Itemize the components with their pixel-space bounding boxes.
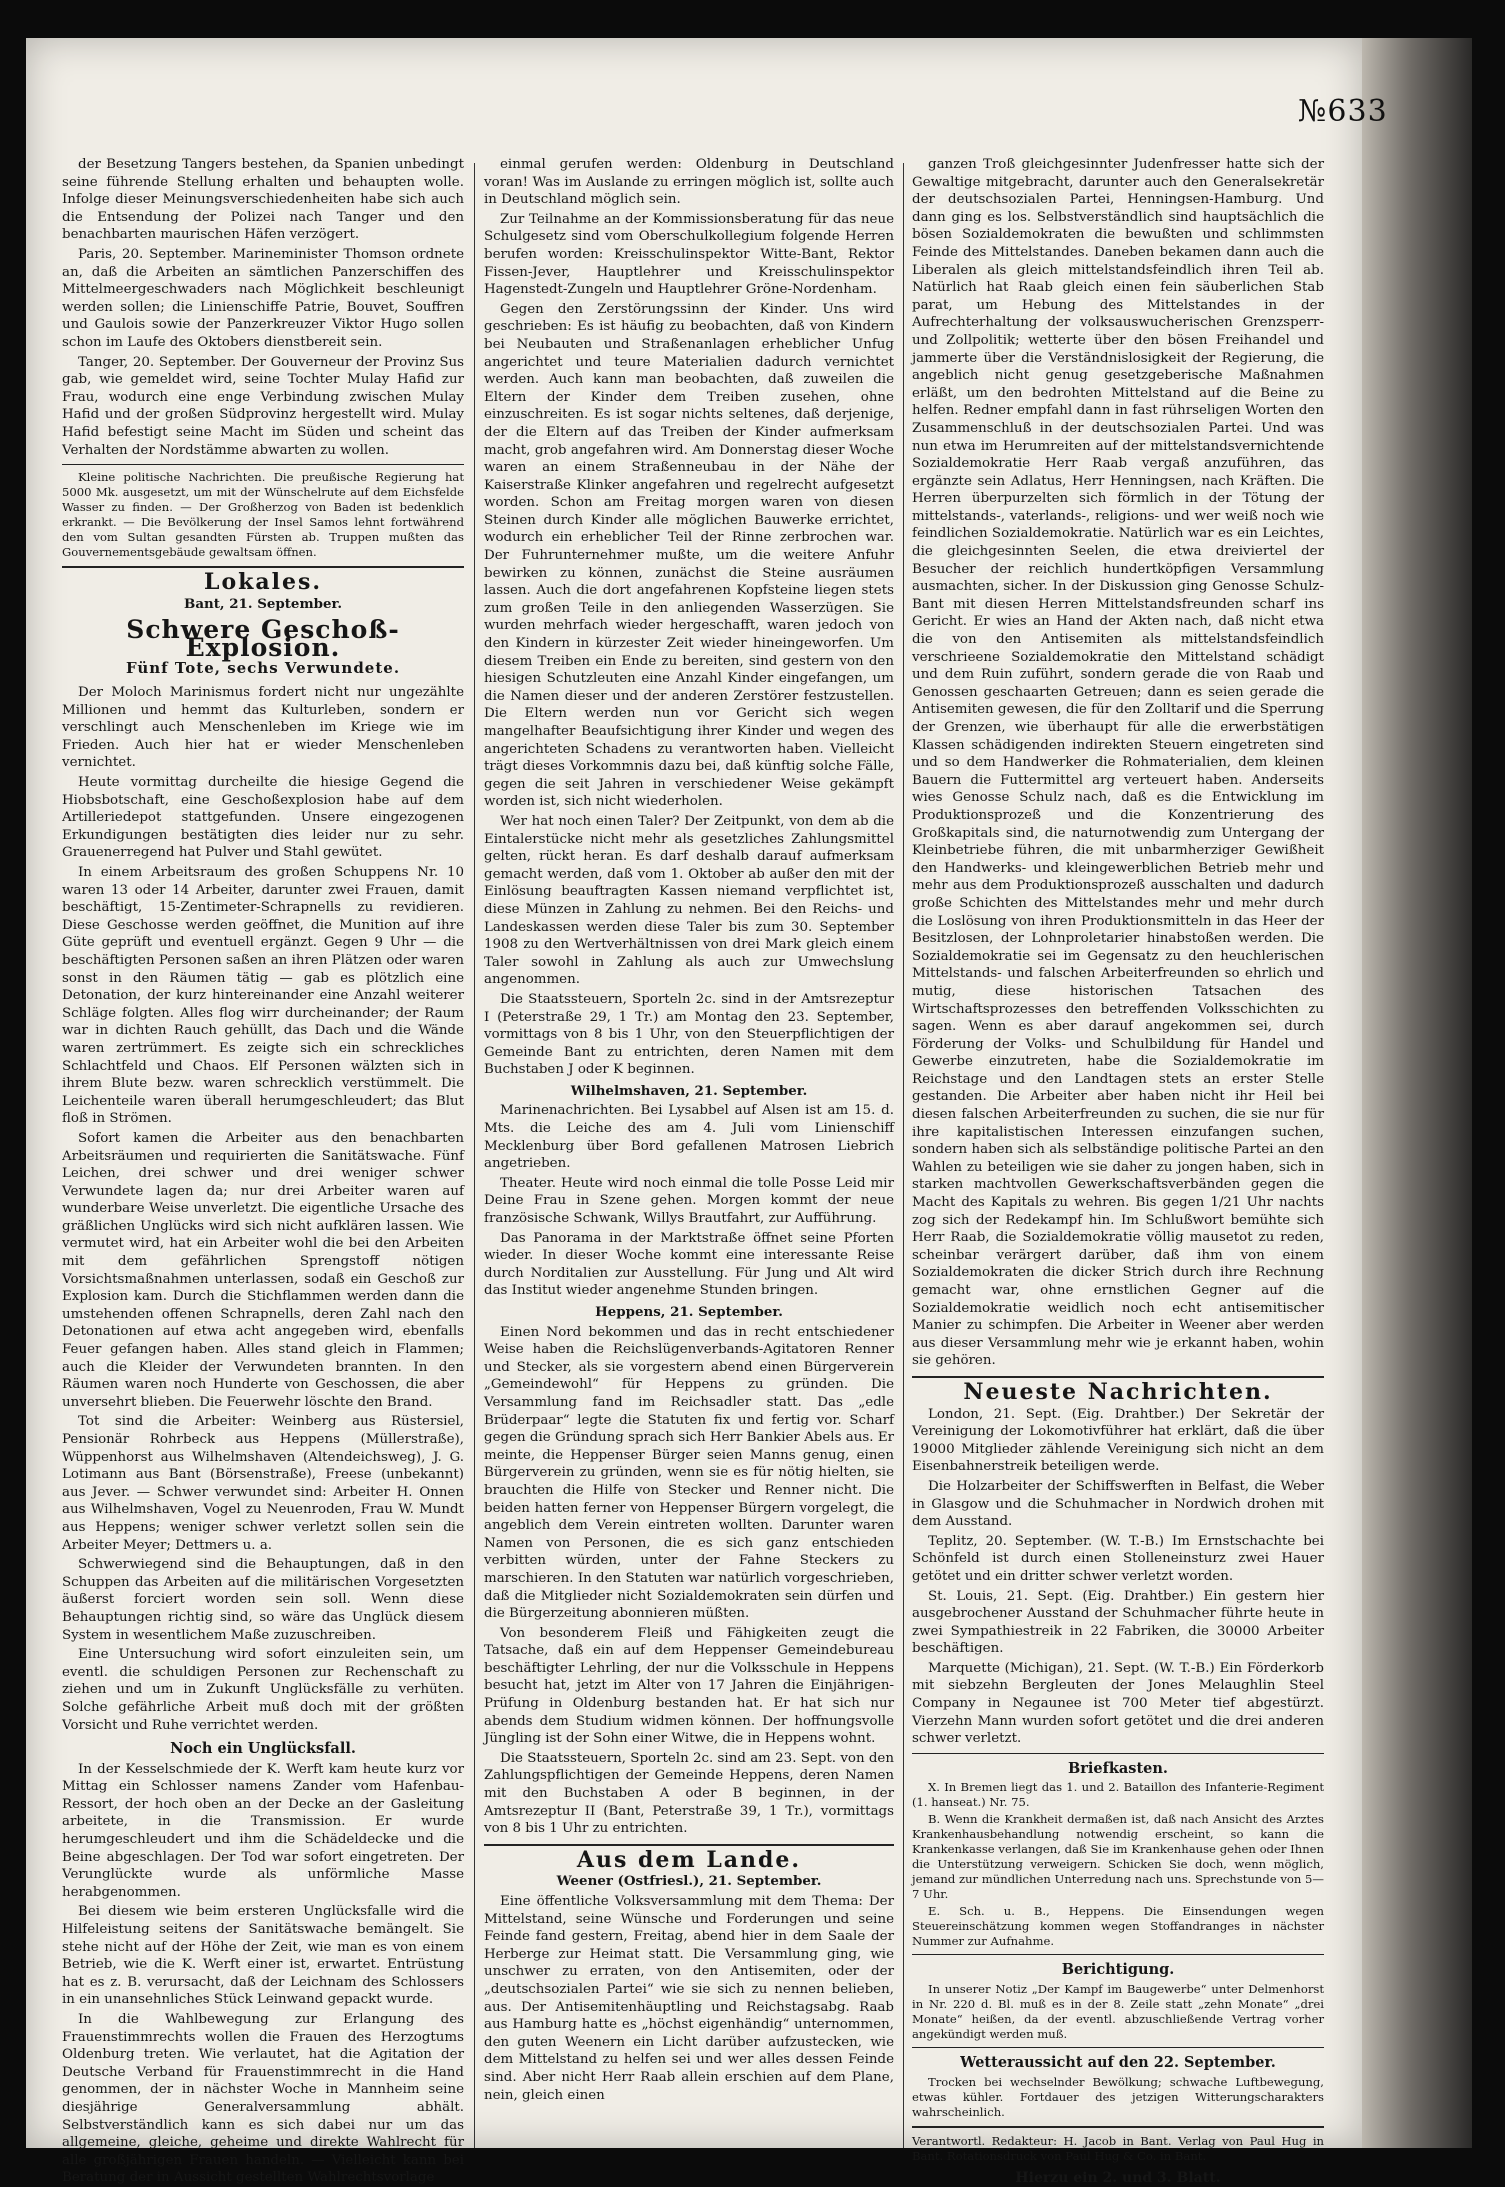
paragraph: Tot sind die Arbeiter: Weinberg aus Rüstersiel, Pensionär Rohrbeck aus Heppens (Müllerstraße), Wüppenhorst aus Wilhelmshaven (Altendeichsweg), J. G. Lotimann aus Bant (Börsenstraße), Freese (unbekannt) aus Jever. — Schwer verwundet sind: Arbeiter H. Onnen aus Wilhelmshaven, Vogel zu Neuenroden, Frau W. Mundt aus Heppens; weniger schwer verletzt sollen sein die Arbeiter Meyer; Dettmers u. a.	[62, 1414, 464, 1553]
section-heading-lokales: Lokales.	[203, 569, 323, 596]
divider	[912, 1376, 1324, 1378]
book-binding-edge	[1362, 38, 1472, 2148]
paragraph: Gegen den Zerstörungssinn der Kinder. Uns wird geschrieben: Es ist häufig zu beobachten, daß von Kindern bei Neubauten und Straßenanlagen erheblicher Unfug angerichtet und teure Materialien dadurch vernichtet werden. Auch kann man beobachten, daß zuweilen die Eltern der Kinder dem Treiben zusehen, ohne einzuschreiten. Es ist sogar nichts seltenes, daß derjenige, der die Eltern auf das Treiben der Kinder aufmerksam macht, grob angefahren wird. Am Donnerstag dieser Woche waren an einem Straßenneubau in der Nähe der Kaiserstraße Klinker angefahren und regelrecht aufgesetzt worden. Schon am Freitag morgen waren von diesen Steinen durch Kinder alle möglichen Bauwerke errichtet, wodurch ein erheblicher Teil der Rinne zerbrochen war. Der Fuhrunternehmer mußte, um die weitere Anfuhr bewirken zu können, zunächst die Steine ausräumen lassen. Auch die dort angefahrenen Kopfsteine liegen stets zum großen Teile in den anliegenden Wasserzügen. Sie wurden mehrfach wieder hergeschafft, waren jedoch von den Kindern in kürzester Zeit wieder hineingeworfen. Um diesem Treiben ein Ende zu bereiten, sind gestern von den hiesigen Schutzleuten eine Anzahl Kinder eingefangen, um die Namen dieser und der anderen Zerstörer festzustellen. Die Eltern werden nun vor Gericht sich wegen mangelhafter Beaufsichtigung ihrer Kinder und wegen des angerichteten Schadens zu verantworten haben. Vielleicht trägt dieses Vorkommnis dazu bei, daß künftig solche Fälle, gegen die seit Jahren in verschiedener Weise gekämpft worden ist, sich nicht wiederholen.	[484, 301, 894, 810]
divider	[912, 2126, 1324, 2128]
paragraph: Eine Untersuchung wird sofort einzuleiten sein, um eventl. die schuldigen Personen zur Rechenschaft zu ziehen und um in Zukunft Unglücksfälle zu verhüten. Solche gefährliche Arbeit muß doch mit der größten Vorsicht und Ruhe verrichtet werden.	[62, 1647, 464, 1733]
column-middle	[484, 156, 894, 2151]
section-heading-neueste-nachrichten: Neueste Nachrichten.	[963, 1378, 1273, 1405]
paragraph: Eine öffentliche Volksversammlung mit dem Thema: Der Mittelstand, seine Wünsche und Forderungen und seine Feinde fand gestern, Freitag, abend hier in dem Saale der Herberge zur Heimat statt. Die Versammlung ging, wie unschwer zu erraten, von den Antisemiten, oder der „deutschsozialen Partei“ wie sie sich zu nennen belieben, aus. Der Antisemitenhäuptling und Reichstagsabg. Raab aus Hamburg hatte es „höchst eigenhändig“ unternommen, den guten Weenern ein Licht darüber aufzustecken, wie dem Mittelstand zu helfen sei und wer alles dessen Feinde sind. Aber nicht Herr Raab allein erschien auf dem Plane, nein, gleich einen	[484, 1894, 894, 2103]
news-item: London, 21. Sept. (Eig. Drahtber.) Der Sekretär der Vereinigung der Lokomotivführer hat erklärt, daß die über 19000 Mitglieder zählende Vereinigung sich nicht an dem Eisenbahnerstreik beteiligen werde.	[912, 1406, 1324, 1475]
briefkasten-heading: Briefkasten.	[1068, 1759, 1168, 1777]
paragraph: Der Moloch Marinismus fordert nicht nur ungezählte Millionen und hemmt das Kulturleben, sondern er verschlingt auch Menschenleben im Kriege wie im Frieden. Auch hier hat er wieder Menschenleben vernichtet.	[62, 685, 464, 771]
paragraph: Heute vormittag durcheilte die hiesige Gegend die Hiobsbotschaft, eine Geschoßexplosion habe auf dem Artilleriedepot stattgefunden. Unsere eingezogenen Erkundigungen bestätigten dies leider nur zu sehr. Grauenerregend hat Pulver und Stahl gewütet.	[62, 775, 464, 861]
letter-item: B. Wenn die Krankheit dermaßen ist, daß nach Ansicht des Arztes Krankenhausbehandlung notwendig erscheint, so kann die Krankenkasse verlangen, daß Sie im Krankenhause gehen oder Ihnen die Unterstützung verweigern. Schicken Sie doch, wenn möglich, jemand zur mündlichen Unterredung nach uns. Sprechstunde von 5—7 Uhr.	[912, 1812, 1324, 1902]
paragraph: ganzen Troß gleichgesinnter Judenfresser hatte sich der Gewaltige mitgebracht, darunter auch den Generalsekretär der deutschsozialen Partei, Henningsen-Hamburg. Und dann ging es los. Selbstverständlich sind hauptsächlich die bösen Sozialdemokraten die bewußten und schlimmsten Feinde des Mittelstandes. Daneben bekamen dann auch die Liberalen als gleich mittelstandsfeindlich ihren Teil ab. Natürlich hat Raab gleich einen fein säuberlichen Stab parat, um Hebung des Mittelstandes in der Aufrechterhaltung der volksauswucherischen Grenzsperr- und Zollpolitik; wetterte über den bösen Freihandel und jammerte über die Verständnislosigkeit der Regierung, die angeblich nicht genug gesetzgeberische Maßnahmen erläßt, um den bedrohten Mittelstand auf die Beine zu helfen. Redner empfahl dann in fast rührseligen Worten den Zusammenschluß in der deutschsozialen Partei. Und was nun etwa im Herumreiten auf der mittelstandsvernichtende Sozialdemokratie Herr Raab vergaß anzuführen, das ergänzte sein Adlatus, Herr Henningsen, nach Kräften. Die Herren überpurzelten sich förmlich in der Tötung der mittelstands-, vaterlands-, religions- und wer weiß noch wie feindlichen Sozialdemokratie. Natürlich war es ein Leichtes, die gleichgesinnten Seelen, die etwa dreiviertel der Besucher der reichlich hundertköpfigen Versammlung ausmachten, sicher. In der Diskussion ging Genosse Schulz-Bant mit diesen Herren Mittelstandsfreunden scharf ins Gericht. Er wies an Hand der Akten nach, daß nicht etwa die von den Antisemiten als mittelstandsfeindlich verschrieene Sozialdemokratie den Mittelstand schädigt und dem Ruin zuführt, sondern gerade die von Raab und Genossen geschaarten Getreuen; dann es seien gerade die Antisemiten gewesen, die für den Zolltarif und die Sperrung der Grenzen, wie überhaupt für alle die erwerbstätigen Klassen schädigenden indirekten Steuern eingetreten sind und so dem Handwerker die Rohmaterialien, dem kleinen Bauern die Futtermittel arg verteuert haben. Anderseits wies Genosse Schulz nach, daß es die Entwicklung im Produktionsprozeß und die Konzentrierung des Großkapitals sind, die naturnotwendig zum Untergang der Kleinbetriebe führen, die mit unbarmherziger Gewißheit den Handwerks- und kleingewerblichen Betrieb mehr und mehr aus dem Produktionsprozeß ausschalten und dadurch große Schichten des Mittelstandes mehr und mehr durch die Loslösung von ihren Produktionsmitteln in das Heer der Besitzlosen, der Lohnproletarier hinabstoßen werden. Die Sozialdemokratie sei im Gegensatz zu den heuchlerischen Mittelstands- und falschen Arbeiterfreunden so ehrlich und mutig, diese historischen Tatsachen des Wirtschaftsprozesses den betreffenden Volksschichten zu sagen. Wenn es aber darauf angekommen sei, durch Förderung der Volks- und Schulbildung für Handel und Gewerbe einzutreten, habe die Sozialdemokratie im Reichstage und den Landtagen stets an erster Stelle gestanden. Die Arbeiter aber haben nicht ihr Heil bei diesen falschen Arbeiterfreunden zu suchen, die sie nur für ihre kapitalistischen Interessen einzufangen suchen, sondern haben sich als selbständige politische Partei an den Wahlen zu beteiligen wie sie daher zu jongen haben, sich in starken machtvollen Gewerkschaftsverbänden gegen die Macht des Kapitals zu wehren. Bis gegen 1/21 Uhr nachts zog sich der Redekampf hin. Im Schlußwort bemühte sich Herr Raab, die Sozialdemokratie völlig mausetot zu reden, scheinbar verärgert darüber, daß ihm von einem Sozialdemokraten die dicker Strich durch ihre Rechnung gemacht war, ohne ernstlichen Gegner auf die Sozialdemokratie weidlich noch echt antisemitischer Manier zu schimpfen. Die Arbeiter in Weener aber werden aus dieser Versammlung mehr wie je erkannt haben, wohin sie gehören.	[912, 157, 1324, 1369]
paragraph: In der Kesselschmiede der K. Werft kam heute kurz vor Mittag ein Schlosser namens Zander vom Hafenbau-Ressort, der hoch oben an der Decke an der Gasleitung arbeitete, in die Transmission. Er wurde herumgeschleudert und ihm die Schädeldecke und die Beine abgeschlagen. Der Tod war sofort eingetreten. Der Verunglückte wurde als unförmliche Masse herabgenommen.	[62, 1761, 464, 1900]
paragraph: Theater. Heute wird noch einmal die tolle Posse Leid mir Deine Frau in Szene gehen. Morgen kommt der neue französische Schwank, Willys Brautfahrt, zur Aufführung.	[484, 1175, 894, 1227]
news-item: St. Louis, 21. Sept. (Eig. Drahtber.) Ein gestern hier ausgebrochener Ausstand der Schuhmacher führte heute in zwei Sympathiestreik in 22 Fabriken, die 30000 Arbeiter beschäftigen.	[912, 1588, 1324, 1657]
weather-heading: Wetteraussicht auf den 22. September.	[960, 2054, 1276, 2072]
page-number: №633	[1298, 94, 1388, 129]
article-subheadline: Fünf Tote, sechs Verwundete.	[125, 659, 401, 678]
news-item: Teplitz, 20. September. (W. T.-B.) Im Ernstschachte bei Schönfeld ist durch einen Stolleneinsturz zwei Hauer getötet und ein dritter schwer verletzt worden.	[912, 1533, 1324, 1584]
column-left	[62, 156, 464, 2186]
paragraph: Einen Nord bekommen und das in recht entschiedener Weise haben die Reichslügenverbands-Agitatoren Renner und Stecker, als sie vorgestern abend einen Bürgerverein „Gemeindewohl“ für Heppens zu gründen. Die Versammlung fand im Reichsadler statt. Das „edle Brüderpaar“ legte die Statuten fix und fertig vor. Scharf gegen die Gründung sprach sich Herr Bankier Abels aus. Er meinte, die Heppenser Bürger seien Manns genug, einen Bürgerverein zu gründen, wenn sie es für nötig hielten, sie brauchten die Hilfe von Stecker und Renner nicht. Die beiden hatten ferner von Heppenser Bürgern vorgelegt, die angeblich dem Verein eintreten wollten. Darunter waren Namen von Personen, die es sich ganz entschieden verbitten würden, unter der Fahne Steckers zu marschieren. In den Statuten war natürlich vorgeschrieben, daß die Mitglieder nicht Sozialdemokraten sein dürfen und die Bürgerzeitung abonnieren müßten.	[484, 1324, 894, 1622]
section-heading-aus-dem-lande: Aus dem Lande.	[576, 1846, 802, 1873]
letter-item: X. In Bremen liegt das 1. und 2. Bataillon des Infanterie-Regiment (1. hanseat.) Nr. 75.	[912, 1780, 1324, 1810]
paragraph: Die Staatssteuern, Sporteln 2c. sind in der Amtsrezeptur I (Peterstraße 29, 1 Tr.) am Montag den 23. September, vormittags von 8 bis 1 Uhr, von den Steuerpflichtigen der Gemeinde Bant zu entrichten, deren Namen mit dem Buchstaben J oder K beginnen.	[484, 991, 894, 1078]
supplement-note: Hierzu ein 2. und 3. Blatt.	[1015, 2169, 1221, 2186]
article-headline: Schwere Geschoß-Explosion.	[126, 615, 400, 662]
newspaper-page	[26, 38, 1388, 2186]
correction-text: In unserer Notiz „Der Kampf im Baugewerbe“ unter Delmenhorst in Nr. 220 d. Bl. muß es in der 8. Zeile statt „zehn Monate“ „drei Monate“ heißen, da der eventl. abzuschließende Vertrag vorher angekündigt werden muß.	[912, 1982, 1324, 2042]
paragraph: Paris, 20. September. Marineminister Thomson ordnete an, daß die Arbeiten an sämtlichen Panzerschiffen des Mittelmeergeschwaders nach Möglichkeit beschleunigt werden sollen; die Linienschiffe Patrie, Bouvet, Souffren und Gaulois sowie der Panzerkreuzer Viktor Hugo sollen schon im Laufe des Oktobers dienstbereit sein.	[62, 246, 464, 350]
column-rule	[474, 163, 475, 2148]
divider	[912, 1954, 1324, 1955]
imprint: Verantwortl. Redakteur: H. Jacob in Bant. Verlag von Paul Hug in Bant. Rotationsdruck von Paul Hug & Co. in Bant.	[912, 2133, 1324, 2163]
dateline: Heppens, 21. September.	[595, 1304, 783, 1320]
paragraph: Zur Teilnahme an der Kommissionsberatung für das neue Schulgesetz sind vom Oberschulkollegium folgende Herren berufen worden: Kreisschulinspektor Witte-Bant, Rektor Fissen-Jever, Hauptlehrer und Kreisschulinspektor Hagenstedt-Zungeln und Hauptlehrer Gröne-Nordenham.	[484, 211, 894, 298]
paragraph: Bei diesem wie beim ersteren Unglücksfalle wird die Hilfeleistung seitens der Sanitätswache bemängelt. Sie stehe nicht auf der Höhe der Zeit, wie man es von einem Betrieb, wie die K. Werft einer ist, erwartet. Entrüstung hat es z. B. verursacht, daß der Leichnam des Schlossers in ein unansehnliches Stück Leinwand gepackt wurde.	[62, 1904, 464, 2008]
divider	[484, 1844, 894, 1846]
weather-text: Trocken bei wechselnder Bewölkung; schwache Luftbewegung, etwas kühler. Fortdauer des jetzigen Witterungscharakters wahrscheinlich.	[912, 2074, 1324, 2119]
divider	[62, 464, 464, 465]
news-item: Marquette (Michigan), 21. Sept. (W. T.-B.) Ein Förderkorb mit siebzehn Bergleuten der Jones Melaughlin Steel Company in Negaunee ist 700 Meter tief abgestürzt. Vierzehn Mann wurden sofort getötet und die drei anderen schwer verletzt.	[912, 1660, 1324, 1747]
dateline: Bant, 21. September.	[184, 595, 342, 612]
divider	[912, 1753, 1324, 1754]
paragraph: der Besetzung Tangers bestehen, da Spanien unbedingt seine führende Stellung erhalten und behaupten wolle. Infolge dieser Meinungsverschiedenheiten habe sich auch die Entsendung der Polizei nach Tanger und den benachbarten maurischen Häfen verzögert.	[62, 157, 464, 243]
column-rule	[903, 163, 904, 2148]
paragraph: Wer hat noch einen Taler? Der Zeitpunkt, von dem ab die Eintalerstücke nicht mehr als gesetzliches Zahlungsmittel gelten, rückt heran. Es darf deshalb darauf aufmerksam gemacht werden, daß vom 1. Oktober ab außer den mit der Einlösung beauftragten Kassen niemand verpflichtet ist, diese Münzen in Zahlung zu nehmen. Bei den Reichs- und Landeskassen werden diese Taler bis zum 30. September 1908 zu den Wertverhältnissen von drei Mark gleich einem Taler sowohl in Zahlung als auch zur Umwechslung angenommen.	[484, 813, 894, 988]
paragraph: Von besonderem Fleiß und Fähigkeiten zeugt die Tatsache, daß ein auf dem Heppenser Gemeindebureau beschäftigter Lehrling, der nur die Volksschule in Heppens besucht hat, jetzt im Alter von 17 Jahren die Einjährigen-Prüfung in Oldenburg bestanden hat. Er hat sich nur abends dem Studium widmen können. Der hoffnungsvolle Jüngling ist der Sohn einer Witwe, die in Heppens wohnt.	[484, 1625, 894, 1747]
column-right	[912, 156, 1324, 2186]
dateline: Wilhelmshaven, 21. September.	[570, 1082, 808, 1099]
paragraph: In einem Arbeitsraum des großen Schuppens Nr. 10 waren 13 oder 14 Arbeiter, darunter zwei Frauen, damit beschäftigt, 15-Zentimeter-Schrapnells zu revidieren. Diese Geschosse werden geöffnet, die Munition auf ihre Güte geprüft und eventuell ergänzt. Gegen 9 Uhr — die beschäftigten Personen saßen an ihren Plätzen oder waren sonst in den Räumen tätig — gab es plötzlich eine Detonation, der kurz hintereinander eine Anzahl weiterer Schläge folgten. Alles flog wirr durcheinander; der Raum war in dichten Rauch gehüllt, das Dach und die Wände waren zertrümmert. Es zeigte sich ein schreckliches Schlachtfeld und Chaos. Elf Personen wälzten sich in ihrem Blute bezw. waren schrecklich verstümmelt. Die Leichenteile waren überall herumgeschleudert; das Blut floß in Strömen.	[62, 865, 464, 1127]
paragraph: Tanger, 20. September. Der Gouverneur der Provinz Sus gab, wie gemeldet wird, seine Tochter Mulay Hafid zur Frau, wodurch eine enge Verbindung zwischen Mulay Hafid und der großen Südprovinz hergestellt wird. Mulay Hafid befestigt seine Macht im Süden und scheint das Verhalten der Nordstämme abwarten zu wollen.	[62, 354, 464, 458]
dateline: Weener (Ostfriesl.), 21. September.	[556, 1873, 822, 1890]
paragraph: In die Wahlbewegung zur Erlangung des Frauenstimmrechts wollen die Frauen des Herzogtums Oldenburg treten. Wie verlautet, hat die Agitation der Deutsche Verband für Frauenstimmrecht in die Hand genommen, der in nächster Woche in Mannheim seine diesjährige Generalversammlung abhält. Selbstverständlich kann es sich dabei nur um das allgemeine, gleiche, geheime und direkte Wahlrecht für alle großjährigen Frauen handeln. — Vielleicht kann bei Beratung der in Aussicht gestellten Wahlrechtsvorlage	[62, 2012, 464, 2186]
correction-heading: Berichtigung.	[1061, 1961, 1175, 1979]
paragraph: Die Staatssteuern, Sporteln 2c. sind am 23. Sept. von den Zahlungspflichtigen der Gemeinde Heppens, deren Namen mit den Buchstaben A oder B beginnen, in der Amtsrezeptur II (Bant, Peterstraße 39, 1 Tr.), vormittags von 8 bis 1 Uhr zu entrichten.	[484, 1750, 894, 1837]
paragraph: Marinenachrichten. Bei Lysabbel auf Alsen ist am 15. d. Mts. die Leiche des am 4. Juli vom Linienschiff Mecklenburg über Bord gefallenen Matrosen Liebrich angetrieben.	[484, 1103, 894, 1172]
news-item: Die Holzarbeiter der Schiffswerften in Belfast, die Weber in Glasgow und die Schuhmacher in Nordwich drohen mit dem Ausstand.	[912, 1478, 1324, 1530]
letter-item: E. Sch. u. B., Heppens. Die Einsendungen wegen Steuereinschätzung kommen wegen Stoffandranges in nächster Nummer zur Aufnahme.	[912, 1904, 1324, 1949]
paragraph: Schwerwiegend sind die Behauptungen, daß in den Schuppen das Arbeiten auf die militärischen Vorgesetzten äußerst forciert worden sein soll. Wenn diese Behauptungen richtig sind, so wäre das Unglück diesem System in wesentlichem Maße zuzuschreiben.	[62, 1557, 464, 1643]
divider	[62, 566, 464, 568]
paragraph: Sofort kamen die Arbeiter aus den benachbarten Arbeitsräumen und requirierten die Sanitätswache. Fünf Leichen, drei schwer und drei weniger schwer Verwundete lagen da; nur drei Arbeiter waren auf wunderbare Weise unverletzt. Die eigentliche Ursache des gräßlichen Unglücks wird sich nicht aufklären lassen. Wie vermutet wird, hat ein Arbeiter wohl die bei den Arbeiten mit dem gefährlichen Sprengstoff nötigen Vorsichtsmaßnahmen unterlassen, sodaß ein Geschoß zur Explosion kam. Durch die Stichflammen werden dann die umstehenden offenen Schrapnells, deren Zahl nach den Detonationen auf etwa acht angegeben wird, ebenfalls Feuer gefangen haben. Alles stand gleich in Flammen; auch die Kleider der Verwundeten brannten. In den Räumen waren noch Hunderte von Geschossen, die aber unversehrt blieben. Die Feuerwehr löschte den Brand.	[62, 1130, 464, 1410]
divider	[912, 2047, 1324, 2048]
short-news: Kleine politische Nachrichten. Die preußische Regierung hat 5000 Mk. ausgesetzt, um mit der Wünschelrute auf dem Eichsfelde Wasser zu finden. — Der Großherzog von Baden ist bedenklich erkrankt. — Die Bevölkerung der Insel Samos lehnt fortwährend den vom Sultan gesandten Fürsten ab. Truppen mußten das Gouvernementsgebäude gewaltsam öffnen.	[62, 470, 464, 560]
article-headline: Noch ein Unglücksfall.	[170, 1740, 356, 1758]
paragraph: einmal gerufen werden: Oldenburg in Deutschland voran! Was im Auslande zu erringen möglich ist, sollte auch in Deutschland möglich sein.	[484, 157, 894, 208]
paragraph: Das Panorama in der Marktstraße öffnet seine Pforten wieder. In dieser Woche kommt eine interessante Reise durch Norditalien zur Ausstellung. Für Jung und Alt wird das Institut wieder angenehme Stunden bringen.	[484, 1230, 894, 1299]
